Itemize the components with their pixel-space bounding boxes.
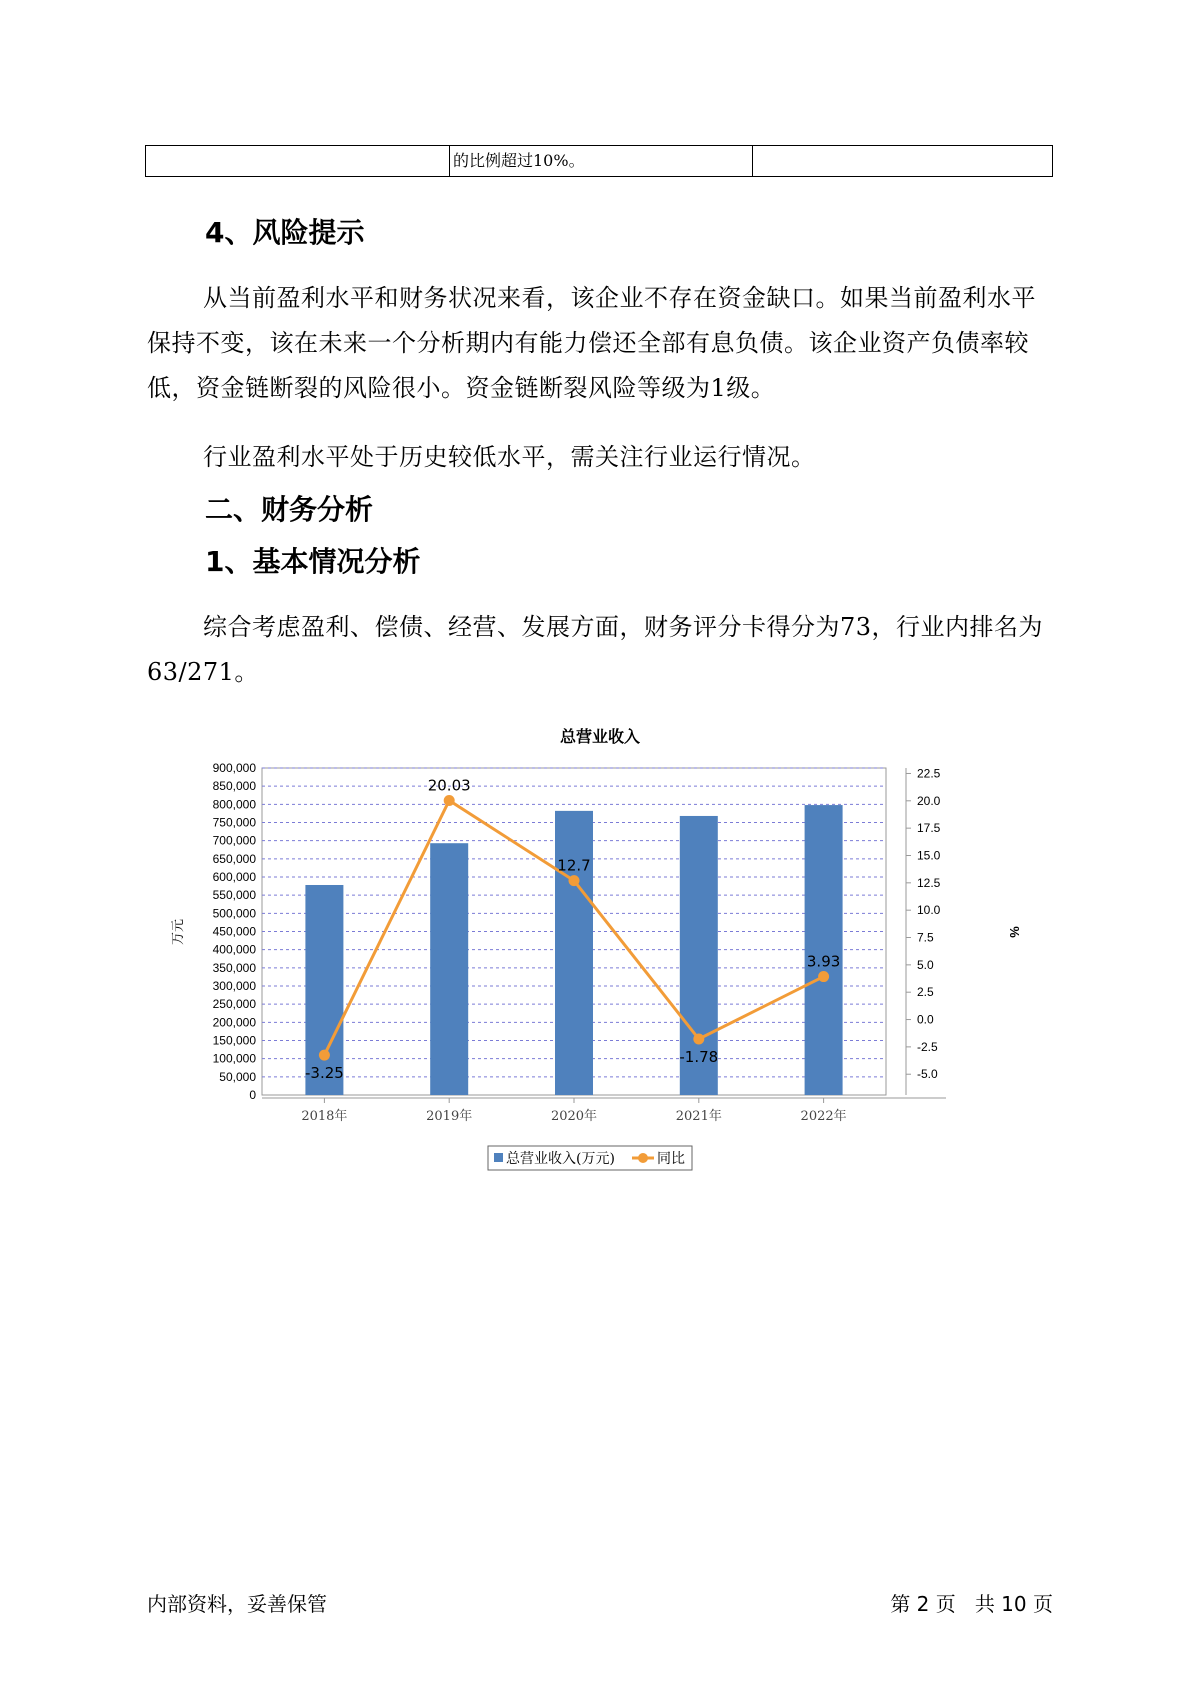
heading-basic: 1、基本情况分析 <box>205 545 421 578</box>
revenue-chart <box>170 715 1030 1175</box>
yoy-data-label: 3.93 <box>806 952 841 971</box>
x-tick-label: 2022年 <box>800 1109 847 1124</box>
footer-left: 内部资料，妥善保管 <box>147 1592 327 1616</box>
y-tick-label: 650,000 <box>212 851 256 866</box>
heading-risk: 4、风险提示 <box>205 216 365 249</box>
y-tick-label: 350,000 <box>212 960 256 975</box>
footer-right: 第 2 页 共 10 页 <box>890 1592 1053 1616</box>
y-tick-label: 250,000 <box>212 997 256 1012</box>
y-tick-label: 800,000 <box>212 797 256 812</box>
chart-title: 总营业收入 <box>559 729 641 746</box>
yoy-data-label: 12.7 <box>557 856 591 875</box>
y-axis-label: 万元 <box>171 918 186 946</box>
legend-bar-label: 总营业收入(万元) <box>506 1151 615 1167</box>
paragraph-risk-2: 行业盈利水平处于历史较低水平，需关注行业运行情况。 <box>203 443 816 471</box>
y-tick-label: 450,000 <box>212 924 256 939</box>
y-tick-label: 400,000 <box>212 942 256 957</box>
paragraph-risk-1: 从当前盈利水平和财务状况来看，该企业不存在资金缺口。如果当前盈利水平保持不变，该在未来一个分析期内有能力偿还全部有息负债。该企业资产负债率较低，资金链断裂的风险很小。资金链断裂风险等级为1级。 <box>147 284 1036 402</box>
y2-axis-label: % <box>1007 926 1022 938</box>
y2-tick-label: -5.0 <box>917 1067 938 1082</box>
table-cell-text: 的比例超过10%。 <box>450 146 753 176</box>
y2-tick-label: 15.0 <box>917 848 941 863</box>
yoy-data-label: -3.25 <box>304 1064 344 1083</box>
x-tick-label: 2021年 <box>675 1109 722 1124</box>
y-tick-label: 0 <box>249 1088 256 1102</box>
revenue-bar <box>805 805 843 1095</box>
heading-finance: 二、财务分析 <box>205 493 374 526</box>
y-tick-label: 550,000 <box>212 888 256 903</box>
x-tick-label: 2019年 <box>426 1109 473 1124</box>
yoy-point <box>319 1050 330 1061</box>
legend-bar-swatch <box>494 1153 503 1162</box>
y-tick-label: 300,000 <box>212 979 256 993</box>
legend-line-marker <box>638 1153 648 1163</box>
table-cell-empty <box>146 146 450 176</box>
y2-tick-label: 22.5 <box>917 766 941 781</box>
y2-tick-label: -2.5 <box>917 1039 938 1054</box>
y2-tick-label: 10.0 <box>917 903 941 918</box>
revenue-bar <box>430 843 468 1095</box>
y-tick-label: 600,000 <box>212 870 256 884</box>
y-tick-label: 100,000 <box>212 1051 256 1066</box>
y-tick-label: 850,000 <box>212 779 256 794</box>
yoy-data-label: -1.78 <box>679 1048 719 1067</box>
yoy-point <box>818 971 829 982</box>
table-row <box>145 145 1053 177</box>
y2-tick-label: 17.5 <box>917 821 941 836</box>
legend <box>488 1146 692 1170</box>
y-tick-label: 50,000 <box>219 1069 256 1084</box>
yoy-point <box>693 1034 704 1045</box>
y2-tick-label: 0.0 <box>917 1012 934 1027</box>
yoy-point <box>569 875 580 886</box>
y-tick-label: 900,000 <box>212 761 256 775</box>
y-tick-label: 200,000 <box>212 1015 256 1030</box>
y-tick-label: 750,000 <box>212 815 256 830</box>
y2-tick-label: 2.5 <box>917 985 934 1000</box>
x-tick-label: 2020年 <box>550 1109 598 1124</box>
y2-tick-label: 20.0 <box>917 793 941 808</box>
y-tick-label: 500,000 <box>212 906 256 921</box>
legend-line-label: 同比 <box>657 1151 685 1167</box>
yoy-data-label: 20.03 <box>427 776 471 795</box>
table-cell-empty <box>753 146 1052 176</box>
y-tick-label: 700,000 <box>212 833 256 848</box>
x-tick-label: 2018年 <box>301 1109 348 1124</box>
yoy-point <box>444 795 455 806</box>
y2-tick-label: 12.5 <box>917 875 941 890</box>
revenue-bar <box>555 811 593 1095</box>
y2-tick-label: 5.0 <box>917 957 934 972</box>
paragraph-basic: 综合考虑盈利、偿债、经营、发展方面，财务评分卡得分为73，行业内排名为63/271。 <box>147 613 1044 686</box>
y2-tick-label: 7.5 <box>917 930 934 945</box>
y-tick-label: 150,000 <box>212 1033 256 1048</box>
